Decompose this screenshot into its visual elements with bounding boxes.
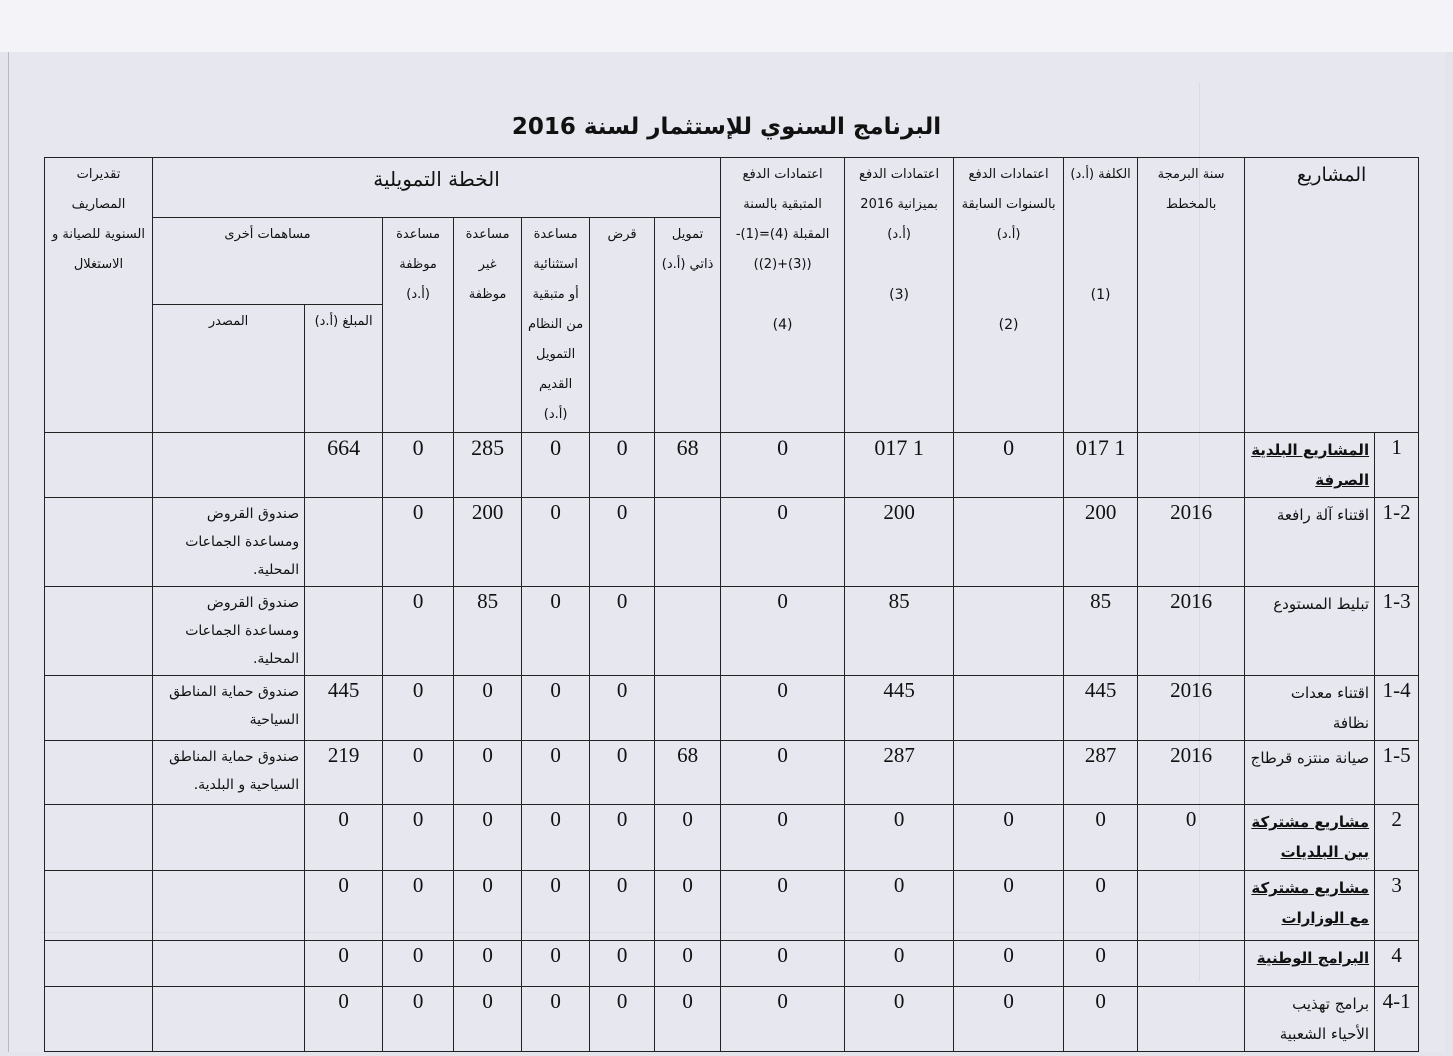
header-prior-commitments: اعتمادات الدفع بالسنوات السابقة (أ.د) (2) [954,158,1064,433]
cell-amount [305,498,383,587]
cell-unallocated: 285 [454,433,522,498]
header-budget-commitments: اعتمادات الدفع بميزانية 2016 (أ.د) (3) [845,158,954,433]
cell-maintenance [45,587,153,676]
cell-exceptional: 0 [522,741,590,805]
cell-unallocated: 0 [454,941,522,987]
cell-year: 0 [1138,805,1245,871]
header-maintenance: تقديرات المصاريف السنوية للصيانة و الاستغلال [45,158,153,433]
cell-exceptional: 0 [522,587,590,676]
cell-cost: 200 [1064,498,1138,587]
cell-exceptional: 0 [522,871,590,941]
header-self-funding: تمويل ذاتي (أ.د) [655,218,721,433]
cell-remaining: 0 [721,498,845,587]
cell-year: 2016 [1138,498,1245,587]
cell-cost: 85 [1064,587,1138,676]
cell-exceptional: 0 [522,941,590,987]
row-index: 3 [1375,871,1419,941]
cell-prior [954,498,1064,587]
header-financing-plan: الخطة التمويلية [153,158,721,218]
cell-budget: 287 [845,741,954,805]
cell-amount: 445 [305,676,383,741]
row-index: 1 [1375,433,1419,498]
cell-self: 68 [655,433,721,498]
cell-prior [954,741,1064,805]
cell-cost: 287 [1064,741,1138,805]
cell-maintenance [45,741,153,805]
cell-amount: 0 [305,805,383,871]
cell-budget: 0 [845,805,954,871]
header-programming-year: سنة البرمجة بالمخطط [1138,158,1245,433]
cell-maintenance [45,433,153,498]
table-row [45,433,1419,498]
cell-exceptional: 0 [522,676,590,741]
row-project: مشاريع مشتركة مع الوزارات [1245,871,1375,941]
header-loan: قرض [590,218,655,433]
header-unallocated-aid: مساعدة غير موظفة [454,218,522,433]
table-row [45,676,1419,741]
table-row [45,741,1419,805]
cell-allocated: 0 [383,498,454,587]
cell-prior: 0 [954,987,1064,1052]
row-project: اقتناء آلة رافعة [1245,498,1375,587]
cell-allocated: 0 [383,871,454,941]
cell-remaining: 0 [721,433,845,498]
row-project: اقتناء معدات نظافة [1245,676,1375,741]
row-project: البرامج الوطنية [1245,941,1375,987]
cell-unallocated: 85 [454,587,522,676]
cell-loan: 0 [590,941,655,987]
cell-year: 2016 [1138,741,1245,805]
cell-exceptional: 0 [522,498,590,587]
row-index: 1-4 [1375,676,1419,741]
cell-unallocated: 200 [454,498,522,587]
table-row [45,498,1419,587]
table-row [45,987,1419,1052]
cell-maintenance [45,871,153,941]
cell-amount: 664 [305,433,383,498]
cell-amount: 0 [305,871,383,941]
cell-self: 0 [655,805,721,871]
row-project: تبليط المستودع [1245,587,1375,676]
cell-exceptional: 0 [522,805,590,871]
cell-self: 68 [655,741,721,805]
cell-loan: 0 [590,805,655,871]
cell-budget: 1 017 [845,433,954,498]
cell-budget: 0 [845,941,954,987]
cell-exceptional: 0 [522,433,590,498]
header-other-contributions: مساهمات أخرى [153,218,383,305]
cell-source: صندوق حماية المناطق السياحية و البلدية. [153,741,305,805]
cell-source [153,871,305,941]
table-row [45,941,1419,987]
row-project: برامج تهذيب الأحياء الشعبية [1245,987,1375,1052]
cell-loan: 0 [590,741,655,805]
cell-budget: 85 [845,587,954,676]
cell-self [655,587,721,676]
cell-maintenance [45,676,153,741]
cell-amount: 0 [305,941,383,987]
cell-allocated: 0 [383,587,454,676]
cell-remaining: 0 [721,741,845,805]
cell-amount: 219 [305,741,383,805]
cell-budget: 445 [845,676,954,741]
header-remaining-commitments: اعتمادات الدفع المتبقية بالسنة المقبلة (4)=(1)-((3)+(2)) (4) [721,158,845,433]
header-allocated-aid: مساعدة موظفة (أ.د) [383,218,454,433]
cell-cost: 0 [1064,987,1138,1052]
cell-remaining: 0 [721,676,845,741]
cell-prior: 0 [954,433,1064,498]
cell-maintenance [45,498,153,587]
header-cost: الكلفة (أ.د) (1) [1064,158,1138,433]
cell-year [1138,871,1245,941]
cell-maintenance [45,987,153,1052]
cell-maintenance [45,805,153,871]
cell-prior [954,676,1064,741]
cell-source [153,941,305,987]
cell-exceptional: 0 [522,987,590,1052]
header-projects: المشاريع [1245,158,1419,433]
cell-year: 2016 [1138,587,1245,676]
cell-loan: 0 [590,587,655,676]
cell-cost: 1 017 [1064,433,1138,498]
row-index: 4 [1375,941,1419,987]
cell-self [655,676,721,741]
cell-remaining: 0 [721,871,845,941]
cell-loan: 0 [590,871,655,941]
cell-cost: 0 [1064,941,1138,987]
cell-loan: 0 [590,433,655,498]
cell-budget: 0 [845,987,954,1052]
investment-table [44,157,1419,1052]
table-row [45,587,1419,676]
cell-unallocated: 0 [454,805,522,871]
cell-allocated: 0 [383,941,454,987]
cell-self [655,498,721,587]
cell-budget: 0 [845,871,954,941]
cell-prior: 0 [954,871,1064,941]
top-strip [0,0,1453,52]
cell-self: 0 [655,871,721,941]
cell-year [1138,987,1245,1052]
cell-remaining: 0 [721,987,845,1052]
cell-amount [305,587,383,676]
header-source: المصدر [153,304,305,432]
cell-prior: 0 [954,941,1064,987]
cell-prior [954,587,1064,676]
cell-cost: 0 [1064,871,1138,941]
cell-amount: 0 [305,987,383,1052]
cell-allocated: 0 [383,987,454,1052]
page-title: البرنامج السنوي للإستثمار لسنة 2016 [511,114,942,140]
cell-allocated: 0 [383,676,454,741]
cell-year [1138,941,1245,987]
cell-unallocated: 0 [454,871,522,941]
row-project: صيانة منتزه قرطاج [1245,741,1375,805]
cell-year [1138,433,1245,498]
row-project: مشاريع مشتركة بين البلديات [1245,805,1375,871]
cell-cost: 0 [1064,805,1138,871]
table-row [45,805,1419,871]
cell-loan: 0 [590,676,655,741]
row-index: 1-2 [1375,498,1419,587]
cell-self: 0 [655,987,721,1052]
cell-loan: 0 [590,498,655,587]
cell-allocated: 0 [383,741,454,805]
cell-cost: 445 [1064,676,1138,741]
cell-unallocated: 0 [454,676,522,741]
cell-remaining: 0 [721,805,845,871]
cell-source: صندوق القروض ومساعدة الجماعات المحلية. [153,498,305,587]
cell-unallocated: 0 [454,741,522,805]
row-index: 1-5 [1375,741,1419,805]
header-amount: المبلغ (أ.د) [305,304,383,432]
cell-maintenance [45,941,153,987]
row-index: 4-1 [1375,987,1419,1052]
table-row [45,871,1419,941]
cell-unallocated: 0 [454,987,522,1052]
cell-source: صندوق حماية المناطق السياحية [153,676,305,741]
cell-remaining: 0 [721,941,845,987]
cell-self: 0 [655,941,721,987]
cell-allocated: 0 [383,433,454,498]
cell-year: 2016 [1138,676,1245,741]
cell-loan: 0 [590,987,655,1052]
row-index: 1-3 [1375,587,1419,676]
cell-source [153,987,305,1052]
cell-budget: 200 [845,498,954,587]
cell-remaining: 0 [721,587,845,676]
cell-source: صندوق القروض ومساعدة الجماعات المحلية. [153,587,305,676]
cell-source [153,433,305,498]
cell-source [153,805,305,871]
header-exceptional-aid: مساعدة استثنائية أو متبقية من النظام التمويل القديم (أ.د) [522,218,590,433]
row-project: المشاريع البلدية الصرفة [1245,433,1375,498]
cell-allocated: 0 [383,805,454,871]
cell-prior: 0 [954,805,1064,871]
row-index: 2 [1375,805,1419,871]
